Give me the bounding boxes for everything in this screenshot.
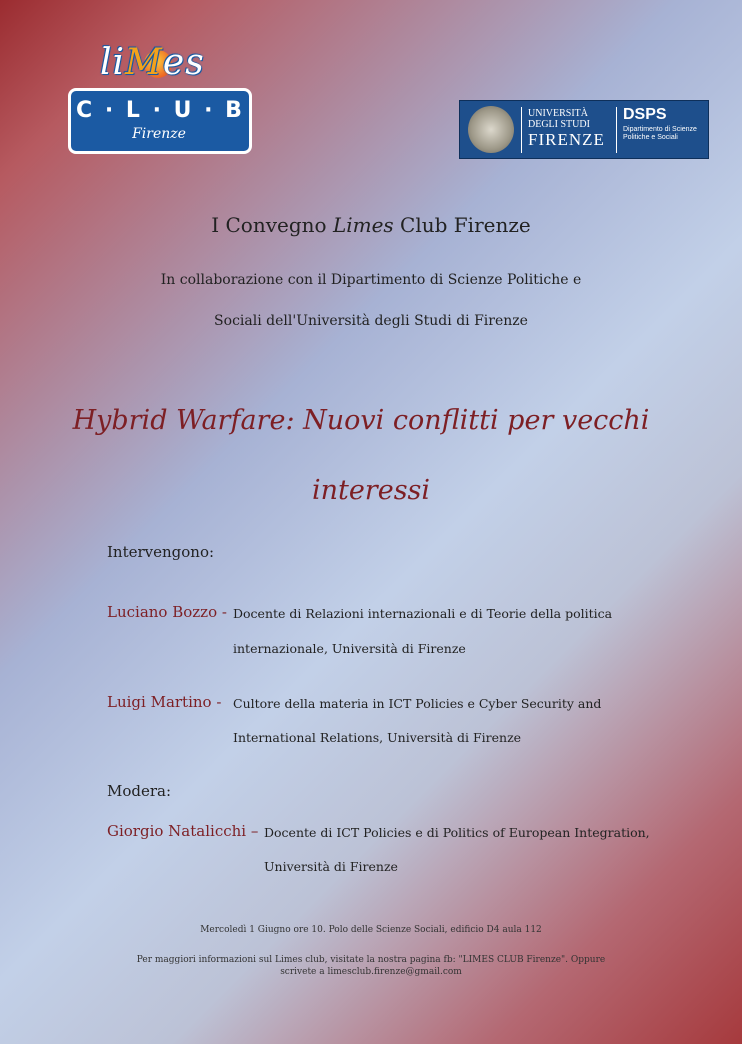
speaker-description: International Relations, Università di Firenze — [233, 730, 522, 745]
limes-logo-city: Firenze — [132, 126, 186, 142]
university-logo — [459, 100, 709, 159]
moderator-name: Giorgio Natalicchi – — [107, 822, 259, 840]
moderator-label: Modera: — [107, 782, 172, 800]
collaboration-line-2: Sociali dell'Università degli Studi di Firenze — [214, 313, 528, 329]
moderator-description: Docente di ICT Policies e di Politics of European Integration, — [264, 825, 650, 840]
moderator-description: Università di Firenze — [264, 859, 398, 874]
limes-club-logo — [66, 40, 256, 160]
speaker-name: Luciano Bozzo - — [107, 603, 227, 621]
speaker-description: Cultore della materia in ICT Policies e Cyber Security and — [233, 696, 602, 711]
topic-title-line-2: interessi — [311, 475, 431, 506]
department-name: Dipartimento di Scienze Politiche e Sociali — [623, 126, 697, 141]
limes-logo-word: liMes — [100, 42, 205, 83]
contact-info-line-1: Per maggiori informazioni sul Limes club, visitate la nostra pagina fb: "LIMES CLUB Firenze". Oppure — [136, 955, 606, 965]
speaker-description: internazionale, Università di Firenze — [233, 641, 466, 656]
speaker-name: Luigi Martino - — [107, 693, 222, 711]
conference-title: I Convegno Limes Club Firenze — [211, 213, 531, 237]
club-letters: C · L · U · B — [76, 98, 242, 123]
speakers-label: Intervengono: — [107, 543, 215, 561]
topic-title-line-1: Hybrid Warfare: Nuovi conflitti per vecchi — [72, 405, 650, 436]
department-abbreviation: DSPS — [623, 106, 667, 123]
collaboration-line-1: In collaborazione con il Dipartimento di Scienze Politiche e — [160, 272, 582, 288]
university-name: UNIVERSITÀ DEGLI STUDI FIRENZE — [528, 108, 605, 149]
speaker-description: Docente di Relazioni internazionali e di Teorie della politica — [233, 606, 613, 621]
logo-divider — [616, 107, 617, 153]
event-info: Mercoledì 1 Giugno ore 10. Polo delle Scienze Sociali, edificio D4 aula 112 — [200, 925, 542, 935]
university-seal-icon — [468, 106, 514, 153]
contact-info-line-2: scrivete a limesclub.firenze@gmail.com — [280, 967, 462, 977]
logo-divider — [521, 107, 522, 153]
